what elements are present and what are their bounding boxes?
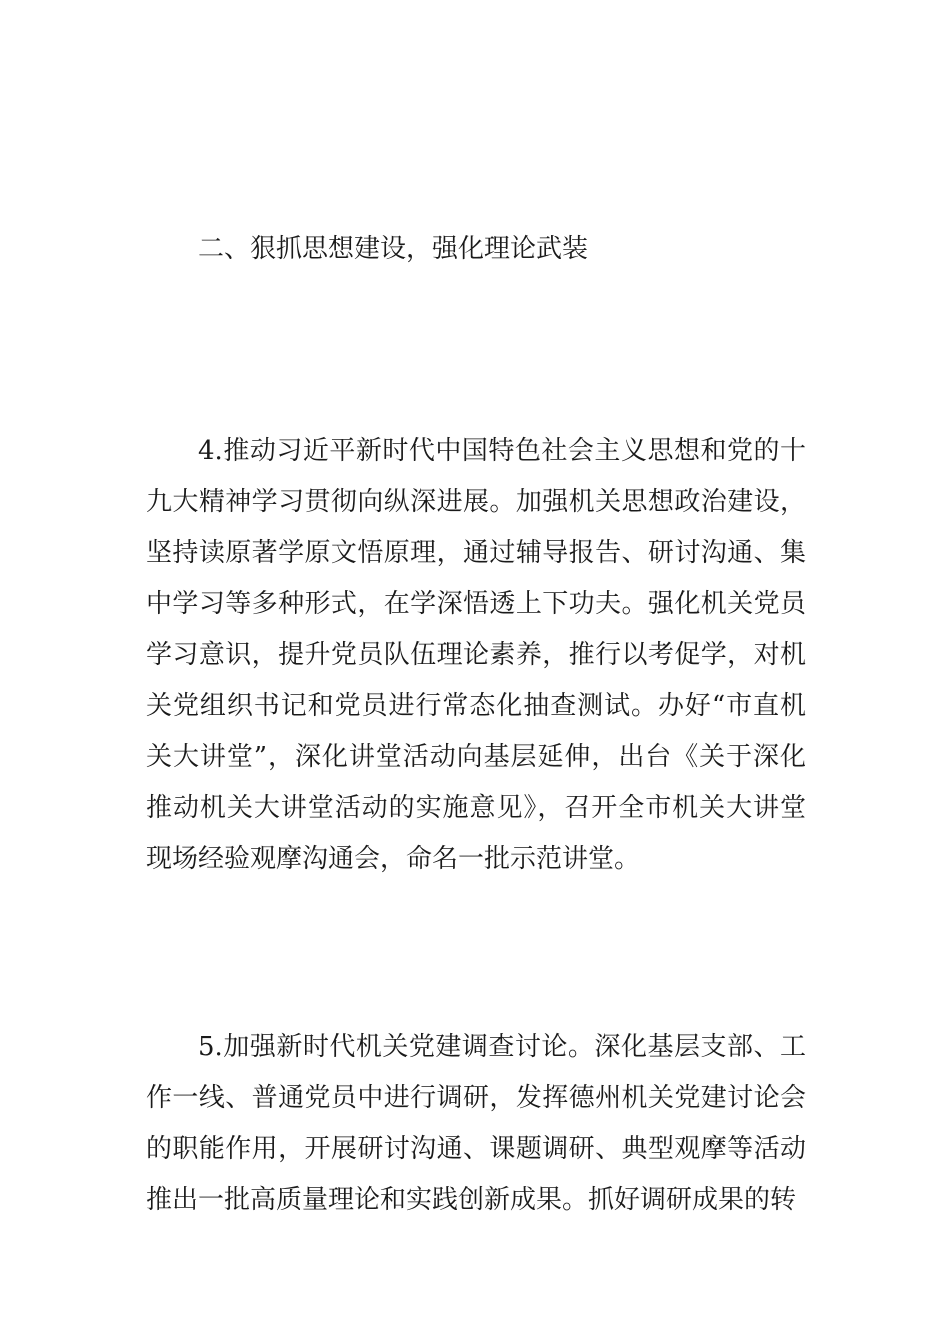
paragraph-item-4: 4.推动习近平新时代中国特色社会主义思想和党的十九大精神学习贯彻向纵深进展。加强机关思想政治建设，坚持读原著学原文悟原理，通过辅导报告、研讨沟通、集中学习等多种形式，在学深悟透上下功夫。强化机关党员学习意识，提升党员队伍理论素养，推行以考促学，对机关党组织书记和党员进行常态化抽查测试。办好“市直机关大讲堂”，深化讲堂活动向基层延伸，出台《关于深化推动机关大讲堂活动的实施意见》，召开全市机关大讲堂现场经验观摩沟通会，命名一批示范讲堂。 <box>146 436 806 874</box>
paragraph-item-5: 5.加强新时代机关党建调查讨论。深化基层支部、工作一线、普通党员中进行调研，发挥德州机关党建讨论会的职能作用，开展研讨沟通、课题调研、典型观摩等活动推出一批高质量理论和实践创新成果。抓好调研成果的转 <box>146 1032 806 1215</box>
section-heading: 二、狠抓思想建设，强化理论武装 <box>198 234 589 264</box>
